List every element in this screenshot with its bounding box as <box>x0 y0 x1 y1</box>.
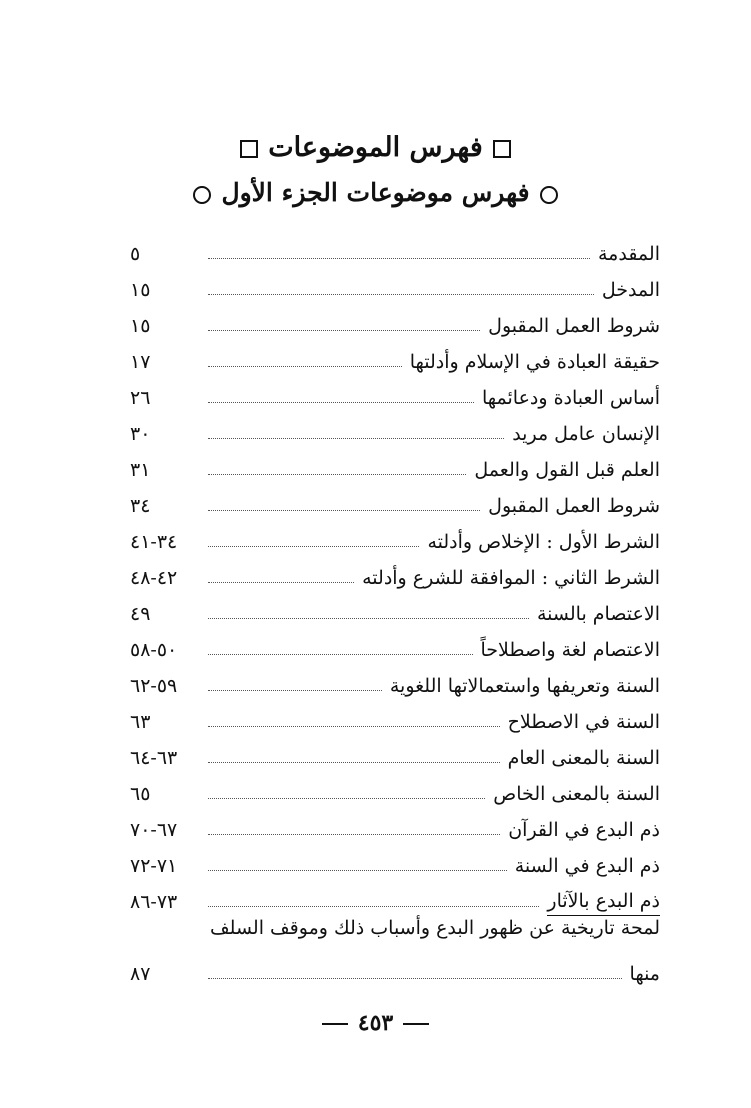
dot-leader <box>208 870 507 871</box>
toc-entry <box>130 772 660 808</box>
toc-entry <box>130 844 660 880</box>
toc-entry <box>130 556 660 592</box>
toc-entry <box>130 880 660 916</box>
toc-entry-title: السنة بالمعنى الخاص <box>493 783 660 805</box>
toc-entry <box>130 376 660 412</box>
dash-ornament <box>322 1023 348 1025</box>
dot-leader <box>208 618 529 619</box>
toc-entry-title: أساس العبادة ودعائمها <box>481 387 660 409</box>
toc-entry-title-line2: منها <box>629 963 660 985</box>
toc-entry-page: ٣٠ <box>130 423 151 445</box>
toc-entry-page: ٣٤-٤١ <box>130 531 178 553</box>
toc-entry <box>130 340 660 376</box>
toc-entry-title: المدخل <box>601 279 660 301</box>
square-ornament-icon <box>240 140 258 158</box>
toc-entry <box>130 592 660 628</box>
dot-leader <box>208 474 466 475</box>
toc-entry <box>130 448 660 484</box>
toc-entry <box>130 232 660 268</box>
toc-entry-title: الشرط الثاني : الموافقة للشرع وأدلته <box>362 567 660 589</box>
page-number <box>0 1010 751 1036</box>
toc-entry-page: ٦٧-٧٠ <box>130 819 178 841</box>
toc-entry-page: ١٧ <box>130 351 151 373</box>
dot-leader <box>208 726 500 727</box>
toc-entry-multiline-first <box>130 916 660 952</box>
dot-leader <box>208 762 500 763</box>
toc-entry-title: السنة بالمعنى العام <box>507 747 660 769</box>
toc-entry <box>130 484 660 520</box>
toc-entry-page: ٤٩ <box>130 603 151 625</box>
toc-entry-page: ٣٤ <box>130 495 151 517</box>
dot-leader <box>208 438 504 439</box>
dot-leader <box>208 834 500 835</box>
toc-entry <box>130 520 660 556</box>
toc-entry-page: ٧٣-٨٦ <box>130 891 178 913</box>
toc-entry-page: ٧١-٧٢ <box>130 855 178 877</box>
toc-entry-page: ٥٩-٦٢ <box>130 675 178 697</box>
toc-entry <box>130 628 660 664</box>
toc-entry-page: ٣١ <box>130 459 151 481</box>
index-title-text: فهرس الموضوعات <box>268 132 483 163</box>
dot-leader <box>208 546 419 547</box>
page-number-text: ٤٥٣ <box>357 1010 394 1036</box>
toc-entry-title: الإنسان عامل مريد <box>512 423 660 445</box>
toc-entry-page: ٢٦ <box>130 387 151 409</box>
dot-leader <box>208 402 474 403</box>
toc-entry-page: ١٥ <box>130 279 151 301</box>
toc-entry-page: ١٥ <box>130 315 151 337</box>
toc-entry <box>130 700 660 736</box>
toc-entry <box>130 808 660 844</box>
toc-entry-title: السنة في الاصطلاح <box>507 711 660 733</box>
toc-entry-title-line1: لمحة تاريخية عن ظهور البدع وأسباب ذلك وموقف السلف <box>210 917 660 939</box>
toc-entry <box>130 268 660 304</box>
toc-entry-title: حقيقة العبادة في الإسلام وأدلتها <box>409 351 660 373</box>
toc-entry-page: ٤٢-٤٨ <box>130 567 178 589</box>
dot-leader <box>208 258 590 259</box>
toc-entry-title: المقدمة <box>597 243 660 265</box>
toc-entry-page: ٦٣ <box>130 711 151 733</box>
toc-entry-page: ٥٠-٥٨ <box>130 639 178 661</box>
toc-entry-title: شروط العمل المقبول <box>488 315 660 337</box>
dot-leader <box>208 366 402 367</box>
toc-entry-page: ٨٧ <box>130 963 151 985</box>
dot-leader <box>208 690 382 691</box>
toc-entry <box>130 304 660 340</box>
volume-subtitle <box>0 178 751 207</box>
dot-leader <box>208 654 473 655</box>
toc-entry <box>130 412 660 448</box>
dot-leader <box>208 798 485 799</box>
circle-ornament-icon <box>193 186 211 204</box>
toc-entry-title: ذم البدع في القرآن <box>508 819 660 841</box>
toc-entry-title: الاعتصام بالسنة <box>537 603 660 625</box>
dash-ornament <box>403 1023 429 1025</box>
dot-leader <box>208 510 480 511</box>
toc-entry-page: ٦٥ <box>130 783 151 805</box>
table-of-contents <box>130 232 660 988</box>
toc-entry-title: الشرط الأول : الإخلاص وأدلته <box>427 531 660 553</box>
toc-entry-title: السنة وتعريفها واستعمالاتها اللغوية <box>389 675 660 697</box>
square-ornament-icon <box>493 140 511 158</box>
dot-leader <box>208 582 354 583</box>
toc-entry-title: ذم البدع في السنة <box>514 855 660 877</box>
toc-entry-title: الاعتصام لغة واصطلاحاً <box>480 639 660 661</box>
dot-leader <box>208 978 622 979</box>
toc-entry-title: العلم قبل القول والعمل <box>474 459 660 481</box>
toc-entry <box>130 664 660 700</box>
toc-entry-title: شروط العمل المقبول <box>488 495 660 517</box>
volume-subtitle-text: فهرس موضوعات الجزء الأول <box>221 178 530 207</box>
toc-entry-page: ٦٣-٦٤ <box>130 747 178 769</box>
index-title <box>0 132 751 163</box>
toc-entry-page: ٥ <box>130 243 141 265</box>
dot-leader <box>208 906 539 907</box>
dot-leader <box>208 294 594 295</box>
circle-ornament-icon <box>540 186 558 204</box>
toc-entry <box>130 736 660 772</box>
dot-leader <box>208 330 480 331</box>
toc-entry <box>130 952 660 988</box>
toc-entry-title: ذم البدع بالآثار <box>547 889 660 916</box>
